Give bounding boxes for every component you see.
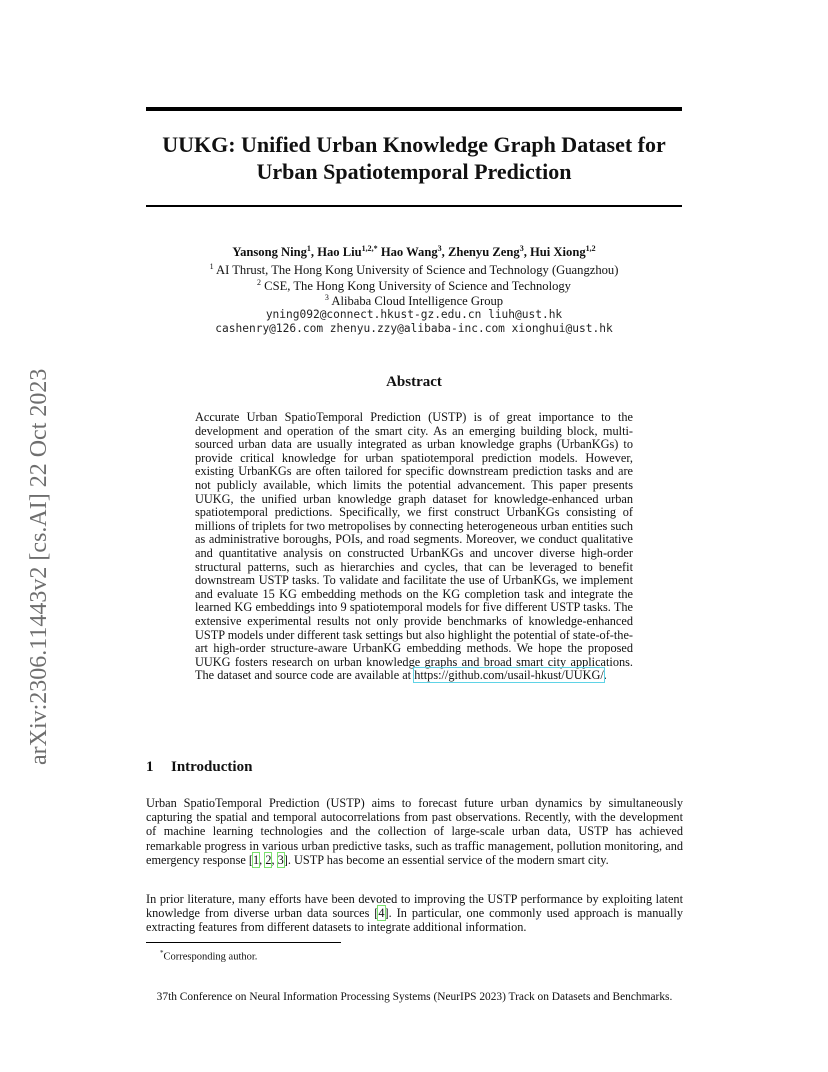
affiliation-text: AI Thrust, The Hong Kong University of Science and Technology (Guangzhou) [216, 263, 619, 278]
intro-paragraph-2 [146, 892, 683, 935]
citation-bracket: ] [384, 906, 389, 921]
abstract-end: . [603, 668, 607, 683]
citation-link[interactable]: 3 [277, 852, 284, 867]
footnote-text: Corresponding author. [163, 951, 258, 963]
paragraph-text: In prior literature, many efforts have been devoted to improving the USTP performance by exploiting latent knowledge from diverse urban data sources [146, 892, 683, 921]
author-list [120, 241, 708, 260]
email-line-2: cashenry@126.com zhenyu.zzy@alibaba-inc.com xionghui@ust.hk [215, 322, 613, 335]
abstract-text: Accurate Urban SpatioTemporal Prediction (USTP) is of great importance to the development and operation of the smart city. As an emerging building block, multi-sourced urban data are usually integrated as urban knowledge graphs (UrbanKGs) to provide critical knowledge for urban spatiotemporal prediction models. However, existing UrbanKGs are often tailored for specific downstream prediction tasks and are not publicly available, which limits the potential advancement. This paper presents UUKG, the unified urban knowledge graph dataset for knowledge-enhanced urban spatiotemporal predictions. Specifically, we first construct UrbanKGs consisting of millions of triplets for two metropolises by connecting heterogeneous urban entities such as administrative boroughs, POIs, and road segments. Moreover, we conduct qualitative and quantitative analysis on constructed UrbanKGs and uncover diverse high-order structural patterns, such as hierarchies and cycles, that can be leveraged to benefit downstream USTP tasks. To validate and facilitate the use of UrbanKGs, we implement and evaluate 15 KG embedding methods on the KG completion task and integrate the learned KG embeddings into 9 spatiotemporal models for five different USTP tasks. The extensive experimental results not only provide benchmarks of knowledge-enhanced USTP models under different task settings but also highlight the potential of state-of-the-art high-order structure-aware UrbanKG embedding methods. We hope the proposed UUKG fosters research on urban knowledge graphs and broad smart city applications. The dataset and source code are available at [195, 410, 633, 683]
citation-bracket: ] [283, 852, 288, 867]
author-separator: , [441, 245, 448, 260]
footnote-mark: * [160, 949, 164, 957]
author-affiliation-mark: 1,2,* [361, 244, 378, 253]
author-name: Hao Liu [317, 245, 362, 260]
author-name: Hao Wang [380, 245, 438, 260]
citation-bracket: [ [374, 906, 379, 921]
paragraph-text: Urban SpatioTemporal Prediction (USTP) aims to forecast future urban dynamics by simultaneously capturing the spatial and temporal autocorrelations from past observations. Recently, with the development of machine learning technologies and the collection of large-scale urban data, USTP has achieved remarkable progress in various urban predictive tasks, such as traffic management, pollution monitoring, and emergency response [146, 796, 683, 867]
affiliation-text: Alibaba Cloud Intelligence Group [331, 294, 504, 309]
title-top-rule [146, 107, 682, 111]
author-name: Hui Xiong [529, 245, 586, 260]
citation-bracket: [ [248, 852, 253, 867]
section-heading-introduction [146, 758, 252, 776]
author-name: Yansong Ning [232, 245, 307, 260]
paragraph-text: . USTP has become an essential service of the modern smart city. [287, 852, 609, 867]
email-line-1: yning092@connect.hkust-gz.edu.cn liuh@ust.hk [265, 308, 563, 321]
dataset-repo-link[interactable]: https://github.com/usail-hkust/UUKG/ [414, 668, 604, 683]
section-title: Introduction [171, 759, 253, 775]
section-number: 1 [146, 759, 154, 775]
intro-paragraph-1: Urban SpatioTemporal Prediction (USTP) aims to forecast future urban dynamics by simultaneously capturing the spatial and temporal autocorrelations from past observations. Recently, with the development of machine learning technologies and the collection of large-scale urban data, USTP has achieved remarkable progress in various urban predictive tasks, such as traffic management, pollution monitoring, and emergency response [1, 2, 3]. USTP has become an essential service of the modern smart city. [146, 796, 683, 867]
affiliation-mark: 2 [257, 278, 262, 287]
author-name: Zhenyu Zeng [447, 245, 520, 260]
author-separator: , [310, 245, 318, 260]
title-bottom-rule [146, 205, 682, 207]
abstract-body [195, 411, 633, 683]
affiliation-mark: 1 [209, 262, 214, 271]
author-affiliation-mark: 1 [306, 244, 311, 253]
title-line-2: Urban Spatiotemporal Prediction [256, 159, 572, 184]
footnote [160, 946, 257, 965]
author-affiliation-mark: 3 [437, 244, 442, 253]
author-affiliation-mark: 1,2 [585, 244, 596, 253]
abstract-heading: Abstract [386, 374, 442, 390]
paper-title [130, 131, 698, 185]
author-affiliation-mark: 3 [519, 244, 524, 253]
conference-footer: 37th Conference on Neural Information Processing Systems (NeurIPS 2023) Track on Datasets and Benchmarks. [156, 991, 673, 1003]
arxiv-identifier-stamp: arXiv:2306.11443v2 [cs.AI] 22 Oct 2023 [26, 368, 52, 765]
citation-link[interactable]: 2 [265, 852, 272, 867]
affiliation-mark: 3 [324, 293, 329, 302]
title-line-1: UUKG: Unified Urban Knowledge Graph Dataset for [162, 132, 666, 157]
affiliation-text: CSE, The Hong Kong University of Science and Technology [264, 279, 571, 294]
footnote-rule [146, 942, 341, 943]
paragraph-text: . In particular, one commonly used approach is manually extracting features from different datasets to integrate additional information. [146, 906, 683, 935]
citation-link[interactable]: 1 [253, 852, 260, 867]
citation-link[interactable]: 4 [378, 906, 385, 921]
author-separator: , [523, 245, 530, 260]
